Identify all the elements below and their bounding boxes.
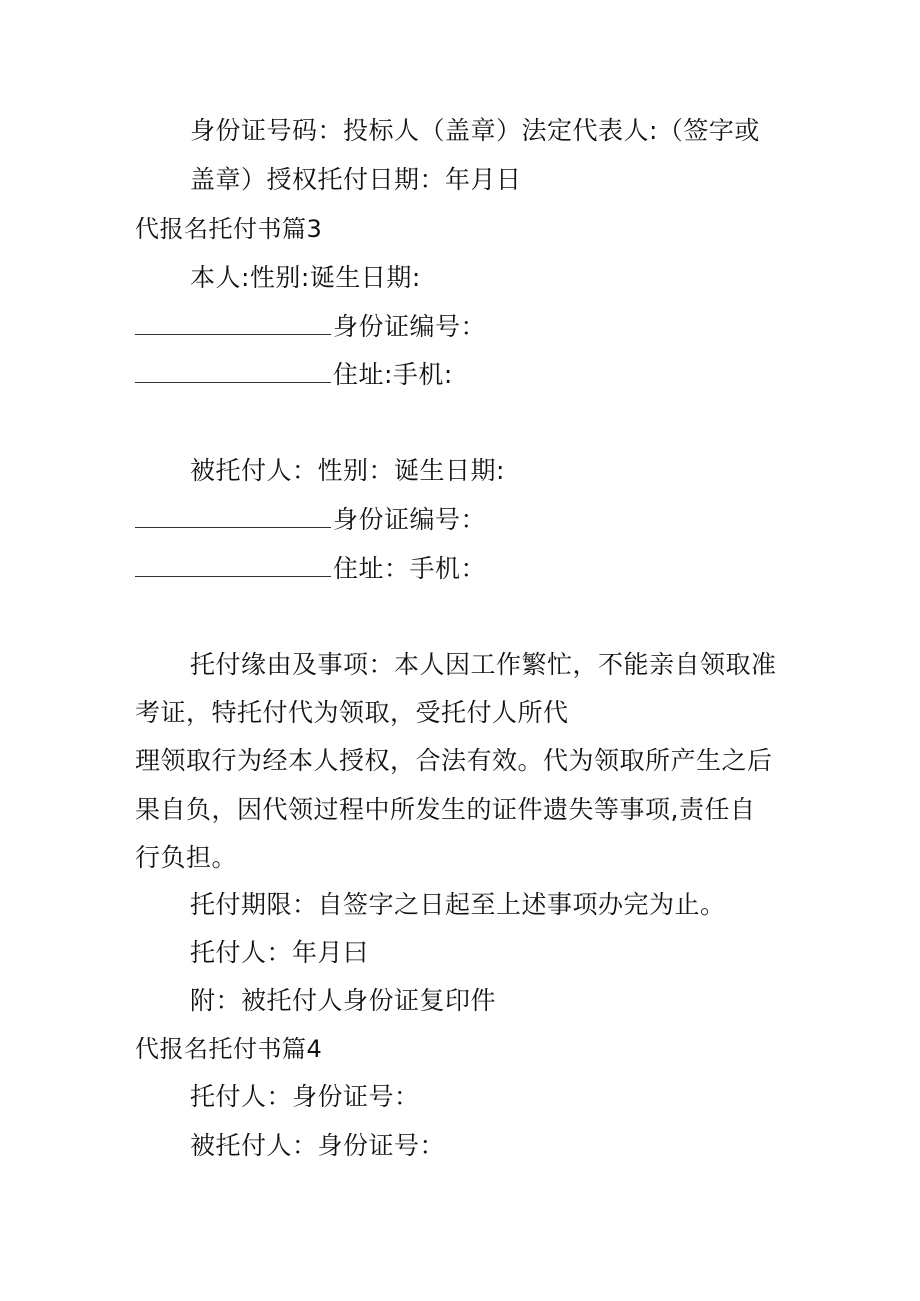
field-label: 身份证编号：: [333, 312, 487, 341]
text-line: 盖章）授权托付日期：年月日: [190, 165, 522, 194]
text-line: 附：被托付人身份证复印件: [190, 986, 497, 1015]
blank-underline: [135, 526, 331, 528]
text-line: 托付缘由及事项：本人因工作繁忙，不能亲自领取准: [190, 650, 777, 679]
form-line: [135, 504, 486, 536]
section-heading: 代报名托付书篇4: [135, 1035, 323, 1063]
text-line: 托付期限：自签字之日起至上述事项办完为止。: [190, 890, 726, 919]
text-line: 被托付人：身份证号：: [190, 1131, 446, 1160]
text-line: 身份证号码：投标人（盖章）法定代表人:（签字或: [190, 116, 760, 145]
text-line: 托付人：年月曰: [190, 938, 369, 967]
form-line: [135, 553, 486, 585]
form-line: [135, 311, 486, 343]
field-label: 身份证编号：: [333, 505, 487, 534]
field-label: 住址：手机：: [333, 554, 487, 583]
text-line: 理领取行为经本人授权，合法有效。代为领取所产生之后: [135, 746, 773, 775]
text-line: 果自负，因代领过程中所发生的证件遗失等事项,责任自: [135, 795, 756, 824]
blank-underline: [135, 575, 331, 577]
field-label: 住址:手机:: [333, 360, 453, 389]
text-line: 考证，特托付代为领取，受托付人所代: [135, 698, 569, 727]
text-line: 行负担。: [135, 843, 238, 872]
section-heading: 代报名托付书篇3: [135, 215, 323, 243]
text-line: 本人:性别:诞生日期:: [190, 263, 421, 292]
blank-underline: [135, 381, 331, 383]
form-line: [135, 359, 453, 391]
text-line: 托付人：身份证号：: [190, 1082, 420, 1111]
blank-underline: [135, 333, 331, 335]
text-line: 被托付人：性别：诞生日期:: [190, 456, 505, 485]
